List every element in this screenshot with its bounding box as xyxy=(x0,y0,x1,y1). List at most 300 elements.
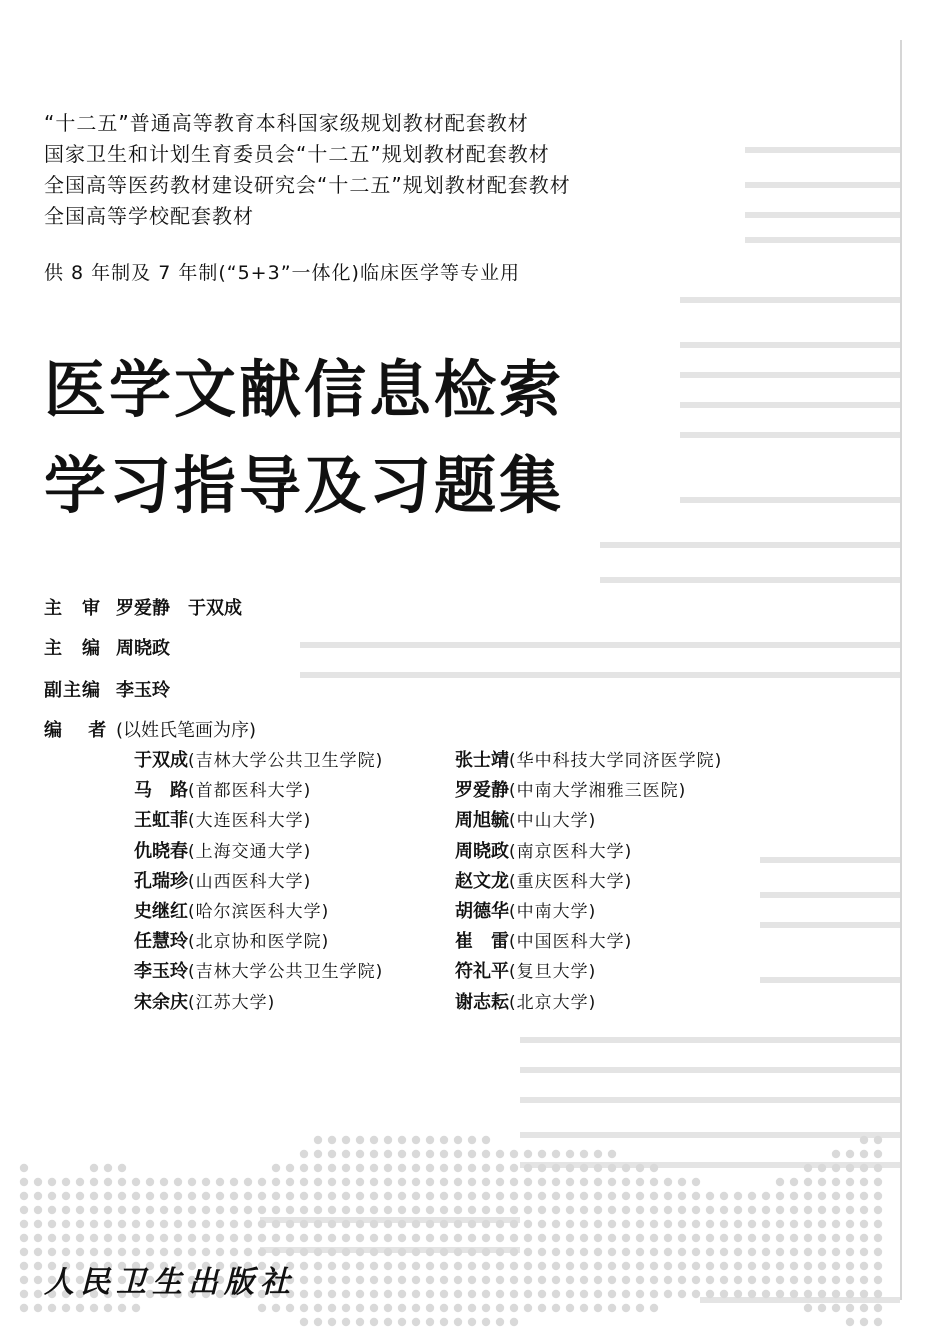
halftone-dot xyxy=(160,1206,168,1214)
halftone-dot xyxy=(132,1178,140,1186)
halftone-dot xyxy=(678,1290,686,1298)
halftone-dot xyxy=(468,1178,476,1186)
halftone-dot xyxy=(454,1192,462,1200)
halftone-dot xyxy=(104,1248,112,1256)
halftone-dot xyxy=(874,1234,882,1242)
chief-editor-role: 主 编 xyxy=(44,638,101,659)
halftone-dot xyxy=(580,1178,588,1186)
halftone-dot xyxy=(720,1192,728,1200)
halftone-dot xyxy=(356,1136,364,1144)
halftone-dot xyxy=(314,1220,322,1228)
halftone-dot xyxy=(426,1150,434,1158)
halftone-dot xyxy=(440,1220,448,1228)
halftone-dot xyxy=(510,1220,518,1228)
halftone-dot xyxy=(384,1150,392,1158)
halftone-dot xyxy=(426,1276,434,1284)
halftone-dot xyxy=(426,1178,434,1186)
halftone-dot xyxy=(594,1206,602,1214)
halftone-dot xyxy=(216,1192,224,1200)
halftone-dot xyxy=(860,1276,868,1284)
halftone-dot xyxy=(846,1150,854,1158)
halftone-dot xyxy=(482,1318,490,1326)
halftone-dot xyxy=(328,1248,336,1256)
halftone-dot xyxy=(300,1276,308,1284)
halftone-dot xyxy=(62,1178,70,1186)
halftone-dot xyxy=(678,1220,686,1228)
halftone-dot xyxy=(426,1304,434,1312)
halftone-dot xyxy=(454,1304,462,1312)
halftone-dot xyxy=(552,1220,560,1228)
halftone-dot xyxy=(342,1304,350,1312)
halftone-dot xyxy=(202,1220,210,1228)
halftone-dot xyxy=(468,1290,476,1298)
halftone-dot xyxy=(566,1248,574,1256)
halftone-dot xyxy=(832,1164,840,1172)
halftone-dot xyxy=(552,1276,560,1284)
halftone-dot xyxy=(342,1290,350,1298)
halftone-dot xyxy=(594,1220,602,1228)
halftone-dot xyxy=(356,1220,364,1228)
halftone-dot xyxy=(258,1206,266,1214)
halftone-dot xyxy=(636,1234,644,1242)
series-line: 全国高等医药教材建设研究会“十二五”规划教材配套教材 xyxy=(44,173,571,197)
halftone-dot xyxy=(216,1234,224,1242)
editor-name: 于双成 xyxy=(134,750,188,771)
halftone-dot xyxy=(636,1304,644,1312)
halftone-dot xyxy=(174,1248,182,1256)
halftone-dot xyxy=(146,1234,154,1242)
halftone-dot xyxy=(230,1220,238,1228)
halftone-dot xyxy=(272,1178,280,1186)
halftone-dot xyxy=(594,1192,602,1200)
halftone-dot xyxy=(118,1164,126,1172)
halftone-dot xyxy=(20,1234,28,1242)
halftone-dot xyxy=(496,1304,504,1312)
editor-name: 周晓政 xyxy=(455,840,509,862)
halftone-dot xyxy=(608,1304,616,1312)
halftone-dot xyxy=(720,1220,728,1228)
halftone-dot xyxy=(48,1178,56,1186)
halftone-dot xyxy=(370,1290,378,1298)
halftone-dot xyxy=(538,1304,546,1312)
deputy-editor-role: 副主编 xyxy=(44,680,101,701)
halftone-dot xyxy=(636,1164,644,1172)
halftone-dot xyxy=(300,1290,308,1298)
halftone-dot xyxy=(398,1136,406,1144)
halftone-dot xyxy=(48,1304,56,1312)
halftone-dot xyxy=(272,1206,280,1214)
halftone-dot xyxy=(118,1304,126,1312)
halftone-dot xyxy=(454,1220,462,1228)
halftone-dot xyxy=(384,1290,392,1298)
halftone-dot xyxy=(62,1220,70,1228)
halftone-dot xyxy=(412,1290,420,1298)
halftone-dot xyxy=(76,1220,84,1228)
halftone-dot xyxy=(258,1192,266,1200)
halftone-dot xyxy=(384,1318,392,1326)
halftone-dot xyxy=(538,1262,546,1270)
halftone-dot xyxy=(370,1220,378,1228)
halftone-dot xyxy=(328,1276,336,1284)
halftone-dot xyxy=(314,1304,322,1312)
halftone-dot xyxy=(720,1248,728,1256)
halftone-dot xyxy=(664,1206,672,1214)
halftone-dot xyxy=(230,1206,238,1214)
halftone-dot xyxy=(174,1206,182,1214)
halftone-dot xyxy=(650,1206,658,1214)
halftone-dot xyxy=(860,1206,868,1214)
editor-entry xyxy=(134,806,383,836)
halftone-dot xyxy=(300,1318,308,1326)
halftone-dot xyxy=(356,1206,364,1214)
halftone-dot xyxy=(370,1164,378,1172)
halftone-dot xyxy=(384,1276,392,1284)
editor-affiliation: (华中科技大学同济医学院) xyxy=(509,751,723,771)
halftone-dot xyxy=(524,1276,532,1284)
halftone-dot xyxy=(538,1290,546,1298)
publisher-logo: 人民卫生出版社 xyxy=(44,1265,296,1300)
halftone-dot xyxy=(384,1206,392,1214)
halftone-dot xyxy=(748,1262,756,1270)
halftone-dot xyxy=(678,1248,686,1256)
halftone-dot xyxy=(412,1220,420,1228)
halftone-dot xyxy=(300,1304,308,1312)
halftone-dot xyxy=(804,1290,812,1298)
halftone-dot xyxy=(510,1234,518,1242)
halftone-dot xyxy=(20,1262,28,1270)
halftone-dot xyxy=(748,1248,756,1256)
halftone-dot xyxy=(426,1206,434,1214)
halftone-dot xyxy=(342,1178,350,1186)
deputy-editor-row xyxy=(44,676,170,702)
halftone-dot xyxy=(594,1276,602,1284)
editor-affiliation: (上海交通大学) xyxy=(188,841,312,862)
editors-left-column xyxy=(134,746,383,1018)
halftone-dot xyxy=(860,1164,868,1172)
halftone-dot xyxy=(622,1164,630,1172)
halftone-dot xyxy=(286,1304,294,1312)
halftone-dot xyxy=(524,1304,532,1312)
halftone-dot xyxy=(832,1220,840,1228)
halftone-dot xyxy=(440,1276,448,1284)
halftone-dot xyxy=(846,1304,854,1312)
halftone-dot xyxy=(454,1276,462,1284)
halftone-dot xyxy=(300,1192,308,1200)
halftone-dot xyxy=(328,1318,336,1326)
halftone-dot xyxy=(594,1304,602,1312)
halftone-dot xyxy=(286,1192,294,1200)
halftone-dot xyxy=(776,1220,784,1228)
halftone-dot xyxy=(34,1206,42,1214)
halftone-dot xyxy=(552,1234,560,1242)
halftone-dot xyxy=(468,1206,476,1214)
halftone-dot xyxy=(230,1192,238,1200)
halftone-dot xyxy=(132,1220,140,1228)
halftone-dot xyxy=(776,1192,784,1200)
halftone-dot xyxy=(636,1206,644,1214)
halftone-dot xyxy=(622,1248,630,1256)
halftone-dot xyxy=(566,1192,574,1200)
halftone-dot xyxy=(804,1304,812,1312)
halftone-dot xyxy=(258,1248,266,1256)
halftone-dot xyxy=(650,1220,658,1228)
halftone-dot xyxy=(426,1234,434,1242)
editor-name: 仇晓春 xyxy=(134,840,188,862)
halftone-dot xyxy=(398,1150,406,1158)
halftone-dot xyxy=(818,1220,826,1228)
editor-entry xyxy=(134,897,383,927)
halftone-dot xyxy=(524,1192,532,1200)
halftone-dot xyxy=(832,1290,840,1298)
halftone-dot xyxy=(440,1206,448,1214)
halftone-dot xyxy=(216,1178,224,1186)
halftone-dot xyxy=(34,1276,42,1284)
halftone-dot xyxy=(734,1276,742,1284)
halftone-dot xyxy=(622,1192,630,1200)
halftone-dot xyxy=(580,1234,588,1242)
halftone-dot xyxy=(398,1290,406,1298)
editor-entry xyxy=(134,776,383,806)
halftone-dot xyxy=(650,1262,658,1270)
halftone-dot xyxy=(496,1220,504,1228)
halftone-dot xyxy=(412,1318,420,1326)
halftone-dot xyxy=(734,1220,742,1228)
halftone-dot xyxy=(566,1262,574,1270)
halftone-dot xyxy=(804,1164,812,1172)
editor-entry xyxy=(455,867,722,897)
halftone-dot xyxy=(552,1262,560,1270)
intended-use-note: 供 8 年制及 7 年制(“5+3”一体化)临床医学等专业用 xyxy=(44,262,520,284)
halftone-dot xyxy=(90,1304,98,1312)
halftone-dot xyxy=(482,1206,490,1214)
halftone-dot xyxy=(104,1178,112,1186)
halftone-dot xyxy=(20,1220,28,1228)
halftone-dot xyxy=(104,1206,112,1214)
halftone-dot xyxy=(762,1276,770,1284)
halftone-dot xyxy=(34,1192,42,1200)
halftone-dot xyxy=(188,1234,196,1242)
halftone-dot xyxy=(566,1304,574,1312)
halftone-dot xyxy=(384,1192,392,1200)
halftone-dot xyxy=(398,1276,406,1284)
halftone-dot xyxy=(482,1164,490,1172)
halftone-dot xyxy=(272,1164,280,1172)
editor-entry xyxy=(134,837,383,867)
editor-affiliation: (首都医科大学) xyxy=(188,781,312,802)
deputy-editor-names: 李玉玲 xyxy=(116,680,170,701)
halftone-dot xyxy=(48,1206,56,1214)
halftone-dot xyxy=(692,1262,700,1270)
halftone-dot xyxy=(762,1206,770,1214)
halftone-dot xyxy=(370,1136,378,1144)
halftone-dot xyxy=(468,1164,476,1172)
halftone-dot xyxy=(468,1220,476,1228)
halftone-dot xyxy=(118,1192,126,1200)
halftone-dot xyxy=(692,1178,700,1186)
halftone-dot xyxy=(272,1234,280,1242)
halftone-dot xyxy=(300,1262,308,1270)
halftone-dot xyxy=(650,1178,658,1186)
halftone-dot xyxy=(132,1304,140,1312)
halftone-dot xyxy=(62,1248,70,1256)
halftone-dot xyxy=(328,1290,336,1298)
halftone-dot xyxy=(818,1248,826,1256)
halftone-dot xyxy=(34,1248,42,1256)
halftone-dot xyxy=(244,1248,252,1256)
halftone-dot xyxy=(300,1248,308,1256)
halftone-dot xyxy=(328,1262,336,1270)
halftone-dot xyxy=(594,1150,602,1158)
halftone-dot xyxy=(146,1206,154,1214)
halftone-dot xyxy=(818,1276,826,1284)
halftone-dot xyxy=(678,1262,686,1270)
halftone-dot xyxy=(76,1178,84,1186)
halftone-dot xyxy=(440,1234,448,1242)
halftone-dot xyxy=(118,1234,126,1242)
halftone-dot xyxy=(776,1276,784,1284)
halftone-dot xyxy=(328,1150,336,1158)
halftone-dot xyxy=(636,1276,644,1284)
halftone-dot xyxy=(314,1178,322,1186)
halftone-dot xyxy=(874,1150,882,1158)
halftone-dot xyxy=(804,1276,812,1284)
halftone-dot xyxy=(636,1248,644,1256)
halftone-dot xyxy=(790,1206,798,1214)
halftone-dot xyxy=(412,1150,420,1158)
halftone-dot xyxy=(622,1234,630,1242)
halftone-dot xyxy=(580,1150,588,1158)
halftone-dot xyxy=(202,1192,210,1200)
halftone-dot xyxy=(146,1220,154,1228)
halftone-dot xyxy=(300,1234,308,1242)
editor-name: 李玉玲 xyxy=(134,961,188,983)
halftone-dot xyxy=(524,1220,532,1228)
halftone-dot xyxy=(454,1234,462,1242)
halftone-dot xyxy=(482,1136,490,1144)
halftone-dot xyxy=(524,1150,532,1158)
halftone-dot xyxy=(314,1234,322,1242)
halftone-dot xyxy=(608,1206,616,1214)
halftone-dot xyxy=(356,1150,364,1158)
halftone-dot xyxy=(846,1234,854,1242)
halftone-dot xyxy=(524,1262,532,1270)
series-line: 国家卫生和计划生育委员会“十二五”规划教材配套教材 xyxy=(44,142,550,166)
halftone-dot xyxy=(174,1220,182,1228)
halftone-dot xyxy=(524,1290,532,1298)
halftone-dot xyxy=(188,1220,196,1228)
halftone-dot xyxy=(510,1318,518,1326)
halftone-dot xyxy=(328,1304,336,1312)
halftone-dot xyxy=(454,1206,462,1214)
halftone-dot xyxy=(650,1234,658,1242)
halftone-dot xyxy=(636,1220,644,1228)
halftone-dot xyxy=(468,1248,476,1256)
chief-reviewer-role: 主 审 xyxy=(44,598,101,619)
halftone-dot xyxy=(776,1206,784,1214)
halftone-dot xyxy=(356,1234,364,1242)
halftone-dot xyxy=(860,1136,868,1144)
halftone-dot xyxy=(496,1318,504,1326)
halftone-dot xyxy=(790,1290,798,1298)
editor-affiliation: (山西医科大学) xyxy=(188,871,312,892)
halftone-dot xyxy=(818,1206,826,1214)
halftone-dot xyxy=(48,1220,56,1228)
halftone-dot xyxy=(482,1178,490,1186)
halftone-dot xyxy=(496,1206,504,1214)
halftone-dot xyxy=(258,1304,266,1312)
halftone-dot xyxy=(650,1290,658,1298)
halftone-dot xyxy=(454,1248,462,1256)
halftone-dot xyxy=(314,1290,322,1298)
halftone-dot xyxy=(160,1234,168,1242)
halftone-dot xyxy=(370,1318,378,1326)
editor-affiliation: (复旦大学) xyxy=(509,962,597,983)
halftone-dot xyxy=(650,1192,658,1200)
halftone-dot xyxy=(76,1206,84,1214)
halftone-dot xyxy=(426,1164,434,1172)
halftone-dot xyxy=(580,1164,588,1172)
halftone-dot xyxy=(356,1318,364,1326)
halftone-dot xyxy=(482,1220,490,1228)
halftone-dot xyxy=(636,1178,644,1186)
halftone-dot xyxy=(678,1276,686,1284)
halftone-dot xyxy=(552,1192,560,1200)
halftone-dot xyxy=(510,1206,518,1214)
halftone-dot xyxy=(132,1206,140,1214)
halftone-dot xyxy=(846,1178,854,1186)
halftone-dot xyxy=(566,1206,574,1214)
halftone-dot xyxy=(608,1290,616,1298)
halftone-dot xyxy=(678,1234,686,1242)
halftone-dot xyxy=(552,1206,560,1214)
halftone-dot xyxy=(412,1206,420,1214)
halftone-dot xyxy=(440,1164,448,1172)
halftone-dot xyxy=(440,1192,448,1200)
halftone-dot xyxy=(552,1290,560,1298)
halftone-dot xyxy=(720,1206,728,1214)
halftone-dot xyxy=(76,1304,84,1312)
halftone-dot xyxy=(566,1178,574,1186)
halftone-dot xyxy=(790,1234,798,1242)
halftone-dot xyxy=(874,1178,882,1186)
halftone-dot xyxy=(524,1164,532,1172)
halftone-dot xyxy=(482,1248,490,1256)
halftone-dot xyxy=(692,1234,700,1242)
halftone-dot xyxy=(762,1234,770,1242)
halftone-dot xyxy=(356,1262,364,1270)
halftone-dot xyxy=(188,1192,196,1200)
halftone-dot xyxy=(692,1192,700,1200)
halftone-dot xyxy=(664,1220,672,1228)
halftone-dot xyxy=(538,1276,546,1284)
halftone-dot xyxy=(370,1262,378,1270)
halftone-dot xyxy=(216,1220,224,1228)
halftone-dot xyxy=(202,1248,210,1256)
halftone-dot xyxy=(496,1262,504,1270)
halftone-dot xyxy=(482,1304,490,1312)
halftone-dot xyxy=(160,1220,168,1228)
halftone-dot xyxy=(664,1248,672,1256)
halftone-dot xyxy=(160,1178,168,1186)
halftone-dot xyxy=(34,1178,42,1186)
book-title-line-1: 医学文献信息检索 xyxy=(44,353,565,426)
halftone-dot xyxy=(328,1234,336,1242)
halftone-dot xyxy=(454,1150,462,1158)
halftone-dot xyxy=(650,1164,658,1172)
editor-name: 赵文龙 xyxy=(455,870,509,892)
halftone-dot xyxy=(482,1234,490,1242)
halftone-dot xyxy=(538,1164,546,1172)
